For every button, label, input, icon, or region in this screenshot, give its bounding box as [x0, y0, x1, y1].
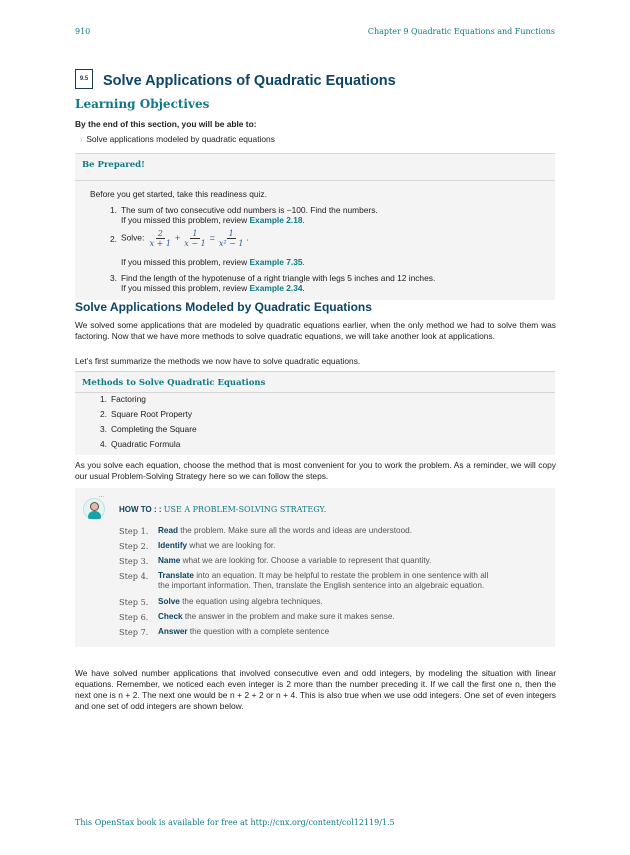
numerator: 2: [157, 229, 163, 238]
learning-objectives-lead: By the end of this section, you will be able to:: [75, 119, 257, 129]
plus-sign: +: [175, 232, 181, 243]
step-label: Step 5.: [119, 597, 149, 607]
quiz-text: The sum of two consecutive odd numbers is −100. Find the numbers.: [121, 205, 378, 215]
paragraph-2: Let’s first summarize the methods we now have to solve quadratic equations.: [75, 356, 361, 366]
step-keyword: Name: [158, 556, 181, 565]
section-title: Solve Applications of Quadratic Equations: [103, 73, 396, 89]
method-number: 3.: [100, 424, 107, 434]
chapter-title: Chapter 9 Quadratic Equations and Functions: [367, 27, 555, 36]
method-text: Square Root Property: [111, 409, 193, 419]
be-prepared-box: [75, 153, 555, 300]
methods-box: [75, 371, 555, 455]
denominator: x − 1: [184, 239, 206, 248]
review-text: If you missed this problem, review: [121, 257, 250, 267]
learning-objective-text: Solve applications modeled by quadratic equations: [86, 134, 275, 144]
quiz-equation: Solve: $\frac{2}{x + 1}$ + $\frac{1}{x - 1}$ = $\frac{1}{\text{x² − 1}}$ .: [121, 229, 249, 248]
step-text: what we are looking for.: [187, 541, 276, 550]
howto-title: USE A PROBLEM-SOLVING STRATEGY.: [163, 505, 327, 514]
learning-objectives-title: Learning Objectives: [75, 97, 210, 111]
be-prepared-title: Be Prepared!: [75, 153, 555, 181]
step-keyword: Solve: [158, 597, 180, 606]
main-heading: Solve Applications Modeled by Quadratic Equations: [75, 300, 372, 314]
step-label: Step 7.: [119, 627, 149, 637]
speech-bubble-icon: ...: [99, 493, 105, 499]
method-number: 2.: [100, 409, 107, 419]
step-text: the question with a complete sentence: [187, 627, 330, 636]
solve-label: Solve:: [121, 232, 145, 243]
step-label: Step 1.: [119, 526, 149, 536]
equals-sign: =: [209, 232, 215, 243]
footer: This OpenStax book is available for free at http://cnx.org/content/col12119/1.5: [75, 818, 395, 827]
quiz-review: If you missed this problem, review Example 2.34.: [121, 283, 305, 293]
method-text: Completing the Square: [111, 424, 197, 434]
example-link[interactable]: Example 7.35: [249, 257, 303, 267]
method-text: Factoring: [111, 394, 146, 404]
paragraph-1: We solved some applications that are modeled by quadratic equations earlier, when the only method we had to solve them was factoring. Now that we have more methods to solve quadratic equations, we will take another look at applications.: [75, 320, 556, 341]
step-text: the problem. Make sure all the words and ideas are understood.: [178, 526, 412, 535]
howto-label: HOW TO : :: [119, 505, 162, 514]
be-prepared-intro: Before you get started, take this readiness quiz.: [90, 189, 267, 199]
denominator: x + 1: [149, 239, 171, 248]
quiz-number: 2.: [110, 234, 117, 244]
numerator: 1: [228, 229, 234, 238]
step-label: Step 4.: [119, 571, 149, 581]
step-text: the equation using algebra techniques.: [179, 597, 323, 606]
page-number: 910: [75, 27, 91, 36]
step-text: into an equation. It may be helpful to restate the problem in one sentence with all: [193, 571, 489, 580]
methods-title: Methods to Solve Quadratic Equations: [75, 371, 555, 393]
howto-heading: [119, 505, 326, 514]
step-label: Step 6.: [119, 612, 149, 622]
avatar-icon: [83, 498, 105, 520]
step-keyword: Translate: [158, 571, 194, 580]
quiz-number: 1.: [110, 205, 117, 215]
method-number: 4.: [100, 439, 107, 449]
quiz-review: If you missed this problem, review Example 7.35.: [121, 257, 305, 267]
fraction-2: [182, 229, 207, 248]
step-label: Step 2.: [119, 541, 149, 551]
fraction-3: [217, 229, 246, 248]
step-keyword: Answer: [158, 627, 188, 636]
step-text: the answer in the problem and make sure it makes sense.: [182, 612, 395, 621]
section-badge: 9.5: [75, 69, 93, 89]
method-number: 1.: [100, 394, 107, 404]
step-text: the important information. Then, translate the English sentence into an algebraic equation.: [158, 581, 485, 590]
numerator: 1: [192, 229, 198, 238]
paragraph-4: We have solved number applications that involved consecutive even and odd integers, by modeling the situation with linear equations. Remember, we noticed each even integer is 2 more than the number preceding it. If we call the first one n, then the next one is n + 2. The next one would be n + 2 + 2 or n + 4. This is also true when we use odd integers. One set of even integers and one set of odd integers are shown below.: [75, 668, 556, 711]
fraction-1: [148, 229, 173, 248]
example-link[interactable]: Example 2.18: [249, 215, 303, 225]
quiz-review: If you missed this problem, review Example 2.18.: [121, 215, 305, 225]
quiz-text: Find the length of the hypotenuse of a right triangle with legs 5 inches and 12 inches.: [121, 273, 436, 283]
step-keyword: Check: [158, 612, 183, 621]
method-text: Quadratic Formula: [111, 439, 181, 449]
step-keyword: Identify: [158, 541, 188, 550]
review-text: If you missed this problem, review: [121, 215, 250, 225]
denominator: x² − 1: [218, 239, 244, 248]
howto-box: [75, 488, 555, 647]
learning-objective-item: [80, 134, 275, 144]
step-keyword: Read: [158, 526, 179, 535]
quiz-number: 3.: [110, 273, 117, 283]
step-label: Step 3.: [119, 556, 149, 566]
example-link[interactable]: Example 2.34: [249, 283, 303, 293]
review-text: If you missed this problem, review: [121, 283, 250, 293]
step-text: what we are looking for. Choose a variable to represent that quantity.: [180, 556, 432, 565]
paragraph-3: As you solve each equation, choose the method that is most convenient for you to work the problem. As a reminder, we will copy our usual Problem-Solving Strategy here so we can follow the steps.: [75, 460, 556, 481]
bullet-icon: ›: [80, 137, 83, 144]
